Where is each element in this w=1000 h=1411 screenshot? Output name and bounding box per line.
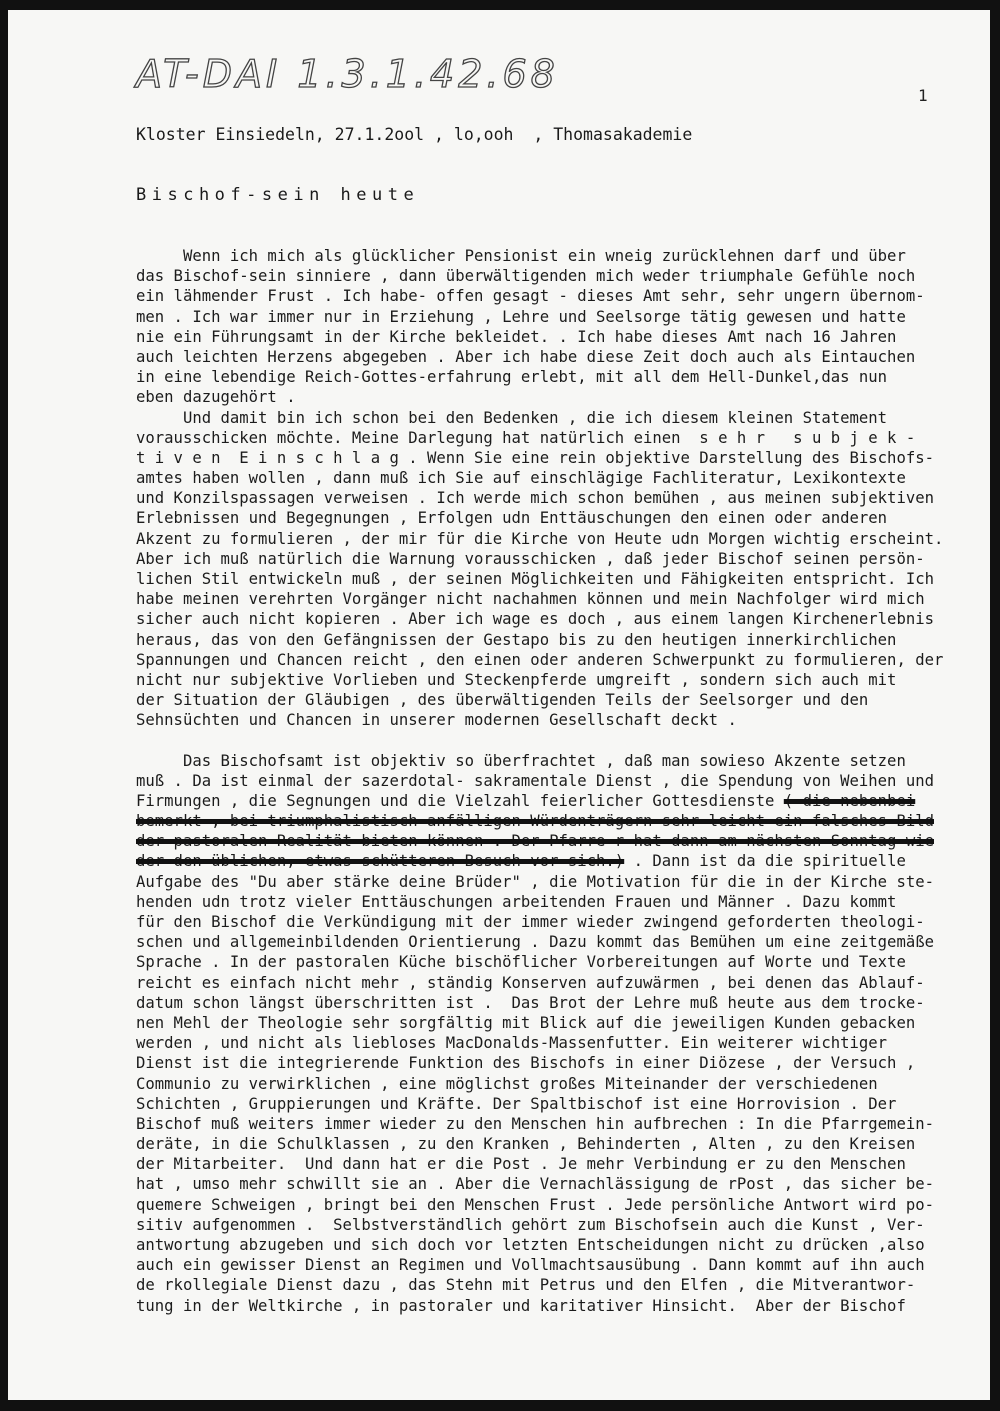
text-line: nicht nur subjektive Vorlieben und Steckenpferde umgreift , sondern sich auch mit: [136, 670, 897, 689]
struck-line: bemerkt , bei triumphalistisch anfälligen Würdenträgern sehr leicht ein falsches Bild: [136, 812, 934, 831]
text-line: Sprache . In der pastoralen Küche bischöflicher Vorbereitungen auf Worte und Texte: [136, 953, 906, 972]
text-line: Akzent zu formulieren , der mir für die Kirche von Heute udn Morgen wichtig erscheint.: [136, 529, 944, 548]
paragraph-1: [136, 246, 986, 731]
text-line: henden udn trotz vieler Enttäuschungen arbeitenden Frauen und Männer . Dazu kommt: [136, 892, 897, 911]
archive-signature: AT-DAI 1.3.1.42.68: [136, 52, 559, 96]
page-number: 1: [918, 86, 928, 105]
text-line: men . Ich war immer nur in Erziehung , Lehre und Seelsorge tätig gewesen und hatte: [136, 307, 906, 326]
text-line: tung in der Weltkirche , in pastoraler und karitativer Hinsicht. Aber der Bischof: [136, 1296, 906, 1315]
text-line: habe meinen verehrten Vorgänger nicht nachahmen können und mein Nachfolger wird mich: [136, 590, 925, 609]
text-line: schen und allgemeinbildenden Orientierung . Dazu kommt das Bemühen um eine zeitgemäße: [136, 933, 934, 952]
text-line: t i v e n E i n s c h l a g . Wenn Sie eine rein objektive Darstellung des Bischofs-: [136, 448, 934, 467]
text-line: Aber ich muß natürlich die Warnung vorausschicken , daß jeder Bischof seinen persön-: [136, 549, 925, 568]
text-line: ein lähmender Frust . Ich habe- offen gesagt - dieses Amt sehr, sehr ungern übernom-: [136, 287, 925, 306]
text-line: reicht es einfach nicht mehr , ständig Konserven aufzuwärmen , bei denen das Ablauf-: [136, 973, 925, 992]
text-line: deräte, in die Schulklassen , zu den Kranken , Behinderten , Alten , zu den Kreisen: [136, 1135, 916, 1154]
text-line: heraus, das von den Gefängnissen der Gestapo bis zu den heutigen innerkirchlichen: [136, 630, 897, 649]
text-line: Aufgabe des "Du aber stärke deine Brüder" , die Motivation für die in der Kirche ste-: [136, 872, 934, 891]
text-line: Und damit bin ich schon bei den Bedenken , die ich diesem kleinen Statement: [136, 408, 888, 427]
text-line: amtes haben wollen , dann muß ich Sie auf einschlägige Fachliteratur, Lexikontexte: [136, 469, 906, 488]
text-line: für den Bischof die Verkündigung mit der immer wieder zwingend geforderten theologi-: [136, 913, 925, 931]
text-line: vorausschicken möchte. Meine Darlegung hat natürlich einen s e h r s u b j e k -: [136, 428, 916, 447]
text-line: nen Mehl der Theologie sehr sorgfältig mit Blick auf die jeweiligen Kunden gebacken: [136, 1013, 916, 1032]
text-line: [136, 851, 986, 871]
text-line: und Konzilspassagen verweisen . Ich werde mich schon bemühen , aus meinen subjektiven: [136, 489, 934, 508]
text-line: antwortung abzugeben und sich doch vor letzten Entscheidungen nicht zu drücken ,also: [136, 1236, 925, 1254]
paragraph-2: [136, 751, 986, 1316]
text-line: Wenn ich mich als glücklicher Pensionist ein wneig zurücklehnen darf und über: [136, 247, 906, 265]
text-line: Das Bischofsamt ist objektiv so überfrachtet , daß man sowieso Akzente setzen: [136, 751, 906, 770]
text-line: Sehnsüchten und Chancen in unserer modernen Gesellschaft deckt .: [136, 711, 737, 730]
text-line: de rkollegiale Dienst dazu , das Stehn mit Petrus und den Elfen , die Mitverantwor-: [136, 1276, 916, 1295]
document-title: Bischof-sein heute: [136, 185, 420, 205]
text-line: Communio zu verwirklichen , eine möglichst großes Miteinander der verschiedenen: [136, 1074, 878, 1093]
struck-text: ( die nebenbei: [783, 791, 916, 810]
text-line: der Situation der Gläubigen , des überwältigenden Teils der Seelsorger und den: [136, 691, 869, 710]
body-text: [136, 246, 986, 1316]
paragraph-gap: [136, 731, 986, 751]
text-line-end: . Dann ist da die spirituelle: [624, 852, 906, 871]
text-line: Schichten , Gruppierungen und Kräfte. Der Spaltbischof ist eine Horrovision . Der: [136, 1094, 897, 1113]
location-date-line: Kloster Einsiedeln, 27.1.2ool , lo,ooh , Thomasakademie: [136, 125, 693, 144]
text-line: eben dazugehört .: [136, 388, 296, 407]
text-line: werden , und nicht als liebloses MacDonalds-Massenfutter. Ein weiterer wichtiger: [136, 1034, 888, 1053]
text-line: sitiv aufgenommen . Selbstverständlich gehört zum Bischofsein auch die Kunst , Ver-: [136, 1215, 925, 1234]
text-line: das Bischof-sein sinniere , dann überwältigenden mich weder triumphale Gefühle noch: [136, 267, 916, 286]
text-line: nie ein Führungsamt in der Kirche bekleidet. . Ich habe dieses Amt nach 16 Jahren: [136, 327, 897, 346]
text-line: Bischof muß weiters immer wieder zu den Menschen hin aufbrechen : In die Pfarrgemein-: [136, 1114, 934, 1133]
text-line: Erlebnissen und Begegnungen , Erfolgen udn Enttäuschungen den einen oder anderen: [136, 509, 888, 528]
text-line: quemere Schweigen , bringt bei den Menschen Frust . Jede persönliche Antwort wird po-: [136, 1195, 934, 1214]
text-line: datum schon längst überschritten ist . Das Brot der Lehre muß heute aus dem trocke-: [136, 993, 925, 1012]
struck-line: der pastoralen Realität bieten können . Der Pfarre r hat dann am nächsten Sonntag wie: [136, 832, 934, 851]
text-line: Dienst ist die integrierende Funktion des Bischofs in einer Diözese , der Versuch ,: [136, 1054, 916, 1073]
text-line: in eine lebendige Reich-Gottes-erfahrung erlebt, mit all dem Hell-Dunkel,das nun: [136, 368, 888, 387]
text-line: lichen Stil entwickeln muß , der seinen Möglichkeiten und Fähigkeiten entspricht. Ich: [136, 570, 934, 588]
text-line: sicher auch nicht kopieren . Aber ich wage es doch , aus einem langen Kirchenerlebnis: [136, 610, 934, 629]
text-line: auch ein gewisser Dienst an Regimen und Vollmachtsausübung . Dann kommt auf ihn auch: [136, 1256, 925, 1275]
text-line: hat , umso mehr schwillt sie an . Aber die Vernachlässigung de rPost , das sicher be-: [136, 1175, 934, 1194]
text-line: Spannungen und Chancen reicht , den einen oder anderen Schwerpunkt zu formulieren, der: [136, 650, 944, 669]
text-line: der Mitarbeiter. Und dann hat er die Post . Je mehr Verbindung er zu den Menschen: [136, 1155, 906, 1174]
text-line-start: Firmungen , die Segnungen und die Vielzahl feierlicher Gottesdienste: [136, 791, 784, 810]
document-page: [8, 10, 990, 1400]
text-line: [136, 791, 986, 811]
struck-text: der den üblichen, etwas schütteren Besuch vor sich.): [136, 852, 625, 871]
text-line: auch leichten Herzens abgegeben . Aber ich habe diese Zeit doch auch als Eintauchen: [136, 347, 916, 366]
text-line: muß . Da ist einmal der sazerdotal- sakramentale Dienst , die Spendung von Weihen und: [136, 771, 934, 790]
